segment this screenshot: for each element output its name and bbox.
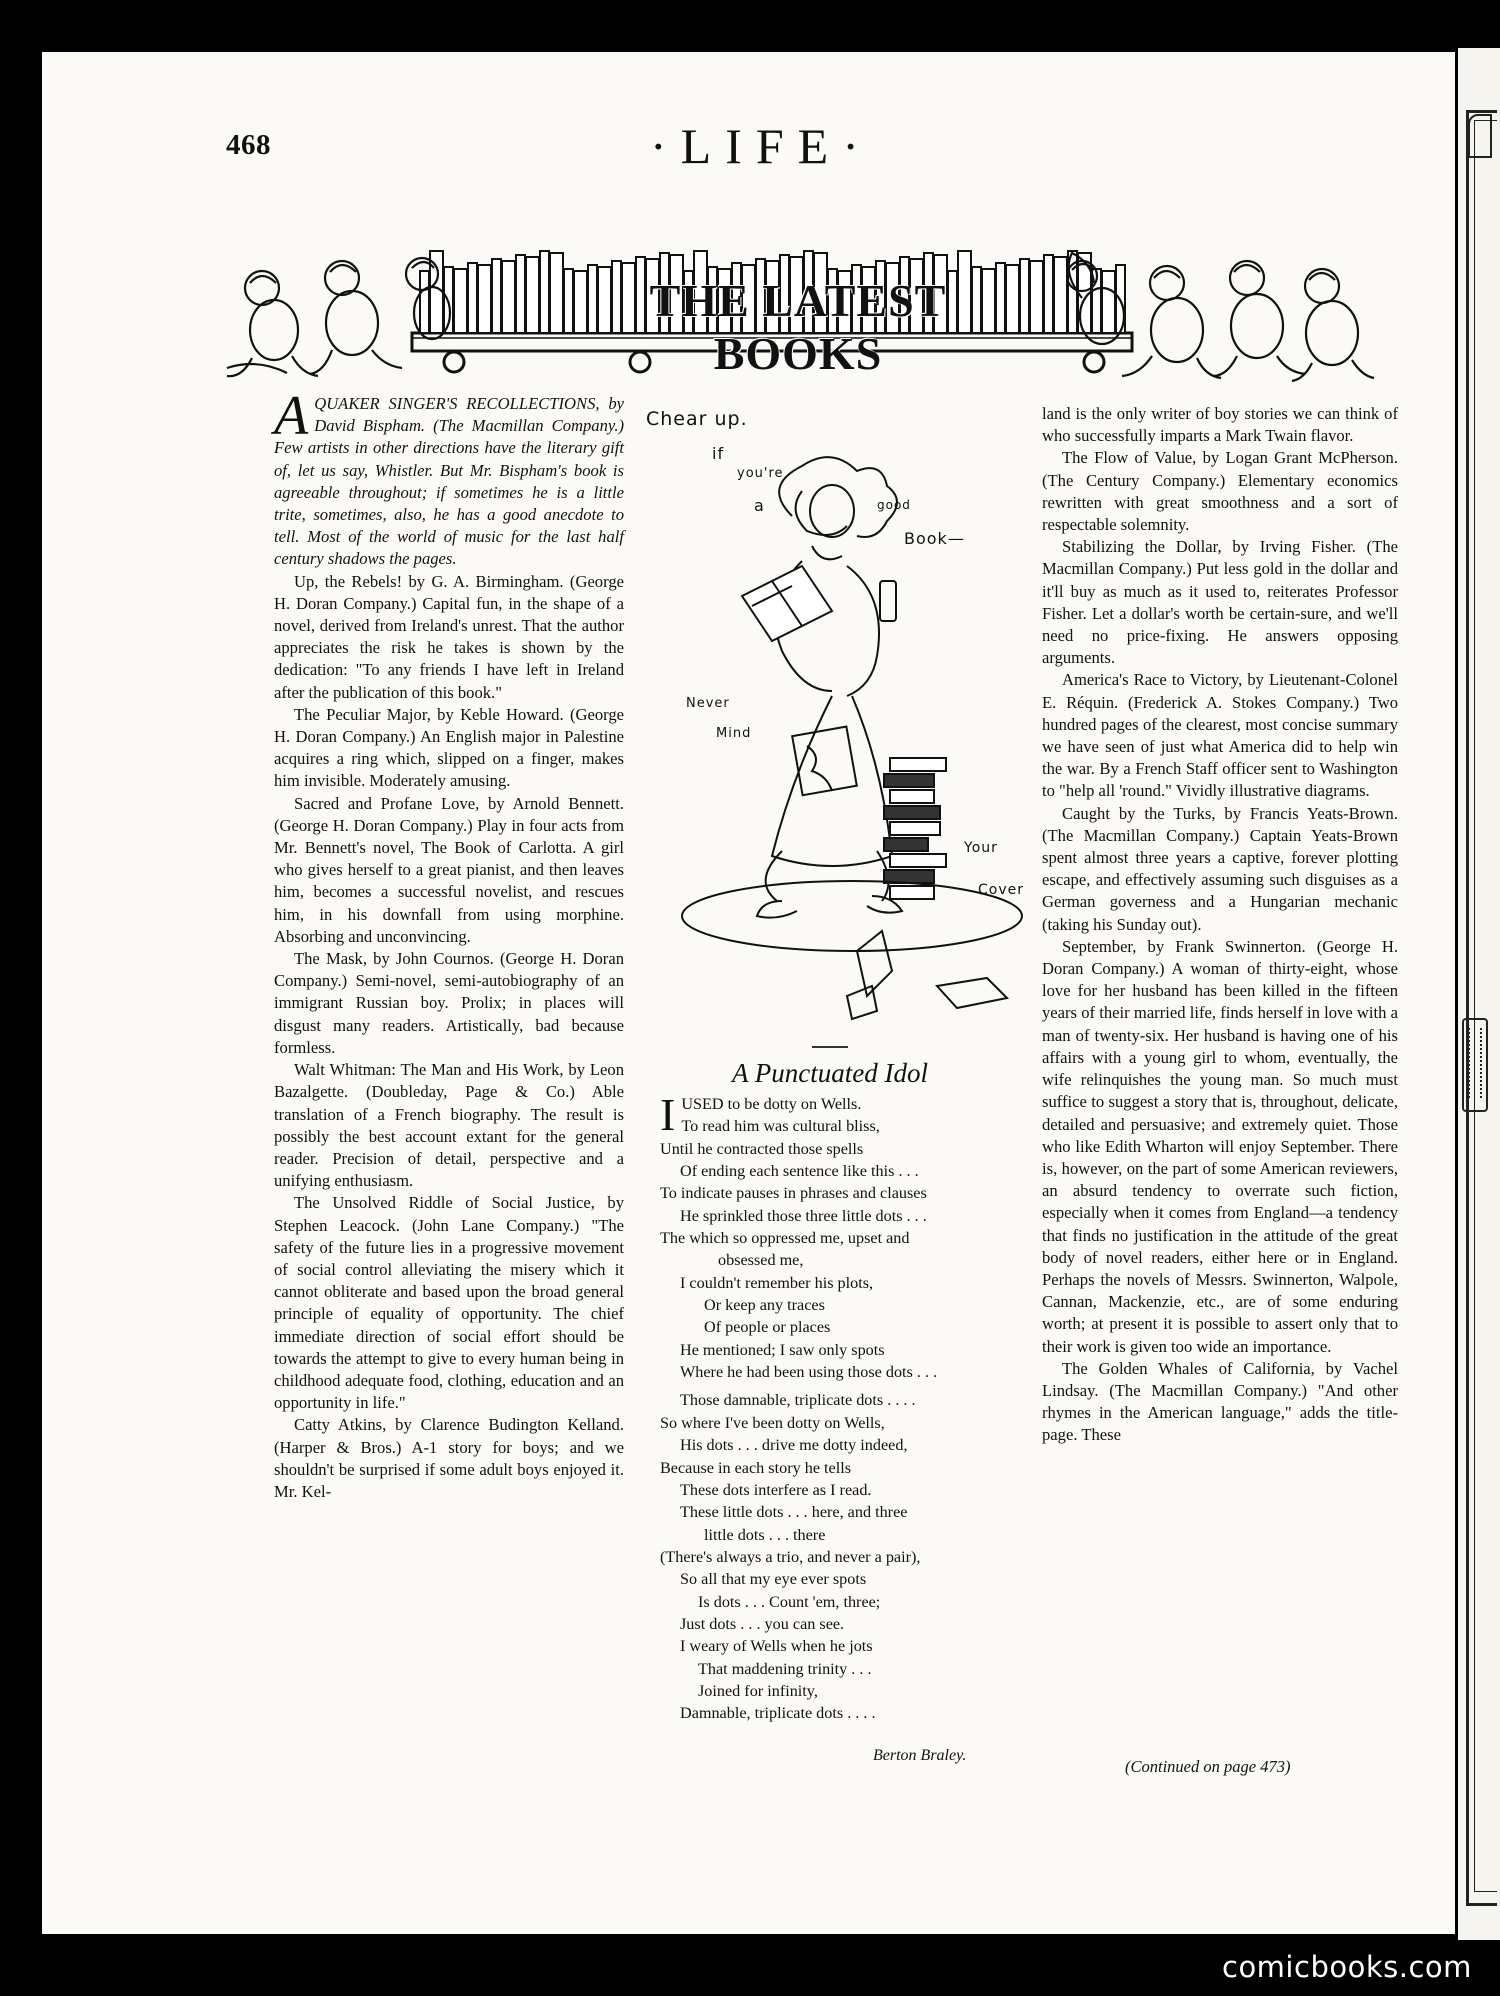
stacked-book — [890, 790, 934, 803]
handwritten-note: Cover — [978, 882, 1024, 898]
poem-line: obsessed me, — [718, 1251, 804, 1270]
review-paragraph: The Golden Whales of California, by Vachel Lindsay. (The Macmillan Company.) "And other rhymes in the American language," adds the title-page. These — [1042, 1358, 1398, 1445]
reviews-column-right — [1042, 403, 1398, 1447]
poem-line: He sprinkled those three little dots . . . — [680, 1206, 927, 1225]
review-paragraph: Sacred and Profane Love, by Arnold Bennett. (George H. Doran Company.) Play in four acts from Mr. Bennett's novel, The Book of Carlotta. A girl who gives herself to a great pianist, and then leaves him, becomes a successful novelist, and rescues him, in his downfall from using morphine. Absorbing and unconvincing. — [274, 793, 624, 946]
review-text: QUAKER SINGER'S RECOLLECTIONS, by David Bispham. (The Macmillan Company.) Few artists in other directions have the literary gift of, let us say, Whistler. But Mr. Bispham's book is agreeable throughout; if sometimes he is a little trite, sometimes, also, he has a good anecdote to tell. Most of the world of music for the last half century shadows the pages. — [274, 394, 624, 569]
review-paragraph: The Unsolved Riddle of Social Justice, by Stephen Leacock. (John Lane Company.) "The safety of the future lies in a progressive movement of social control alleviating the misery which it cannot obliterate and based upon the broad general principle of equality of opportunity. The chief immediate direction of social effort should be towards the attempt to give to every human being in childhood adequate food, clothing, education and an opportunity in life." — [274, 1193, 624, 1413]
poem-title: A Punctuated Idol — [732, 1058, 928, 1088]
poem-body — [660, 1089, 1020, 1725]
poem-line: Until he contracted those spells — [660, 1139, 864, 1158]
poem-line: These dots interfere as I read. — [680, 1480, 872, 1499]
poem-line: IUSED to be dotty on Wells. — [660, 1089, 862, 1140]
review-paragraph — [274, 385, 624, 571]
handwritten-note: good — [877, 498, 911, 512]
poem-line: I couldn't remember his plots, — [680, 1273, 874, 1292]
poem-line: His dots . . . drive me dotty indeed, — [680, 1436, 908, 1455]
stacked-book — [890, 822, 940, 835]
shelf-book — [502, 261, 515, 333]
handwritten-note: you're — [737, 466, 784, 481]
reviews-column-left — [274, 385, 624, 1503]
poem-line: Joined for infinity, — [698, 1681, 818, 1700]
review-paragraph: land is the only writer of boy stories we can think of who successfully imparts a Mark Twain flavor. — [1042, 404, 1398, 446]
stacked-book — [884, 806, 940, 819]
poem-line: Just dots . . . you can see. — [680, 1614, 845, 1633]
poem-line: Damnable, triplicate dots . . . . — [680, 1704, 876, 1723]
handwritten-note: Mind — [716, 726, 752, 741]
stacked-book — [884, 774, 934, 787]
shelf-book — [1102, 271, 1115, 333]
shelf-book — [564, 269, 573, 333]
handwritten-note: if — [712, 444, 725, 463]
masthead-title: ·LIFE· — [650, 118, 873, 174]
banner-title: THE LATEST BOOKS — [649, 275, 947, 379]
reading-girl-illustration — [632, 396, 1042, 1041]
review-paragraph: The Mask, by John Cournos. (George H. Doran Company.) Semi-novel, semi-autobiography of an immigrant Russian boy. Prolix; in places will disgust many readers. Artistically, bad because formless. — [274, 949, 624, 1057]
shelf-book — [550, 253, 563, 333]
shelf-book — [540, 251, 549, 333]
handwritten-note: Never — [686, 696, 730, 711]
review-paragraph: Up, the Rebels! by G. A. Birmingham. (George H. Doran Company.) Capital fun, in the shape of a novel, derived from Ireland's unrest. That the author appreciates the risk he takes is shown by the dedication: "To any friends I have left in Ireland after the publication of this book." — [274, 571, 624, 702]
adjacent-page-edge — [1458, 48, 1500, 1940]
poem-line: That maddening trinity . . . — [698, 1659, 872, 1678]
review-paragraph: Caught by the Turks, by Francis Yeats-Brown. (The Macmillan Company.) Captain Yeats-Brown spent almost three years a captive, forever plotting escape, and effectively assuming such disguises as a German governess and a Hungarian mechanic (taking his Sunday out). — [1042, 803, 1398, 934]
review-paragraph: September, by Frank Swinnerton. (George H. Doran Company.) A woman of thirty-eight, whose love for her husband has been killed in the fifteen years of their married life, finds herself in love with a man of twenty-six. Her husband is having one of his affairs with a young girl to whom, eventually, the wife relinquishes the young man. So much must suffice to suggest a story that is, throughout, delicate, detailed and persuasive; and extremely quiet. Those who like Edith Wharton will enjoy September. There is, however, on the part of some American reviewers, an absurd tendency to overrate such fiction, especially when it comes from England—a tendency that finds no justification in the attitude of the great body of novel readers, either here or in England. Perhaps the novels of Messrs. Swinnerton, Walpole, Cannan, Mackenzie, etc., are of some enduring worth; at present it is possible to assert only that to their work is given too wide an importance. — [1042, 936, 1398, 1356]
shelf-book — [526, 257, 539, 333]
stacked-book — [890, 758, 946, 771]
poem-line: The which so oppressed me, upset and — [660, 1229, 910, 1248]
shelf-book — [430, 251, 443, 333]
shelf-book — [1020, 259, 1029, 333]
stacked-book — [890, 854, 946, 867]
shelf-book — [492, 259, 501, 333]
review-paragraph: Catty Atkins, by Clarence Budington Kelland. (Harper & Bros.) A-1 story for boys; and we shouldn't be surprised if some adult boys enjoyed it. Mr. Kel- — [274, 1415, 624, 1501]
poem-line: Because in each story he tells — [660, 1458, 852, 1477]
poem-line: These little dots . . . here, and three — [680, 1503, 908, 1522]
page-number: 468 — [226, 129, 271, 161]
poem-line: Of ending each sentence like this . . . — [680, 1162, 919, 1181]
border-side-ornament — [1462, 1018, 1488, 1112]
continued-note: (Continued on page 473) — [1125, 1757, 1291, 1776]
shelf-book — [420, 271, 429, 333]
poem-line: To read him was cultural bliss, — [681, 1117, 880, 1136]
poem-line: Of people or places — [704, 1318, 831, 1337]
review-paragraph: Walt Whitman: The Man and His Work, by Leon Bazalgette. (Doubleday, Page & Co.) Able translation of a French biography. The result is possibly the best account extant for the general reader. Precision of detail, perspective and a unifying enthusiasm. — [274, 1060, 624, 1191]
handwritten-note: Book— — [904, 529, 965, 548]
site-watermark: comicbooks.com — [1222, 1950, 1472, 1984]
illustration-drawing — [632, 396, 1042, 1041]
border-corner-ornament — [1468, 114, 1492, 158]
poem-line: So where I've been dotty on Wells, — [660, 1413, 885, 1432]
shelf-book — [1054, 257, 1067, 333]
latest-books-banner — [222, 238, 1380, 393]
poem-line: Where he had been using those dots . . . — [680, 1363, 938, 1382]
poem-line: Is dots . . . Count 'em, three; — [698, 1592, 881, 1611]
poem-line: Or keep any traces — [704, 1296, 825, 1315]
poem-line: Those damnable, triplicate dots . . . . — [680, 1391, 916, 1410]
stacked-book — [890, 886, 934, 899]
poem-line: He mentioned; I saw only spots — [680, 1340, 885, 1359]
poem-line: I weary of Wells when he jots — [680, 1637, 873, 1656]
review-paragraph: America's Race to Victory, by Lieutenant-Colonel E. Réquin. (Frederick A. Stokes Company.) Two hundred pages of the clearest, most concise summary we have seen of just what America did to help win the war. By a French Staff officer sent to Washington to "help all 'round." Vividly illustrative diagrams. — [1042, 670, 1398, 801]
handwritten-note: a — [754, 496, 765, 515]
review-paragraph: The Flow of Value, by Logan Grant McPherson. (The Century Company.) Elementary economics rewritten with great smoothness and a sort of respectable solemnity. — [1042, 448, 1398, 535]
review-paragraph: Stabilizing the Dollar, by Irving Fisher. (The Macmillan Company.) Put less gold in the dollar and it'll buy as much as it used to, reiterates Professor Fisher. Let a dollar's worth be certain-sure, and we'll need no price-fixing. He answers opposing arguments. — [1042, 537, 1398, 668]
poem-line: So all that my eye ever spots — [680, 1570, 867, 1589]
shelf-book — [468, 263, 477, 333]
poem-line: little dots . . . there — [704, 1525, 826, 1544]
shelf-book — [478, 265, 491, 333]
poem-line: (There's always a trio, and never a pair), — [660, 1547, 921, 1566]
shelf-book — [1030, 261, 1043, 333]
review-paragraph: The Peculiar Major, by Keble Howard. (George H. Doran Company.) An English major in Palestine acquires a ring which, slipped on a finger, makes him invisible. Moderately amusing. — [274, 704, 624, 791]
handwritten-note: Chear up. — [646, 408, 748, 430]
drop-cap: A — [274, 385, 309, 447]
drop-cap: I — [660, 1089, 676, 1140]
section-rule — [812, 1046, 848, 1048]
handwritten-note: Your — [964, 840, 998, 856]
poem-line: To indicate pauses in phrases and clauses — [660, 1184, 927, 1203]
shelf-book — [516, 255, 525, 333]
poem-author: Berton Braley. — [873, 1747, 967, 1764]
stacked-book — [884, 838, 928, 851]
ornamental-border-inner — [1474, 120, 1497, 1892]
shelf-book — [1044, 255, 1053, 333]
shelf-book — [454, 269, 467, 333]
